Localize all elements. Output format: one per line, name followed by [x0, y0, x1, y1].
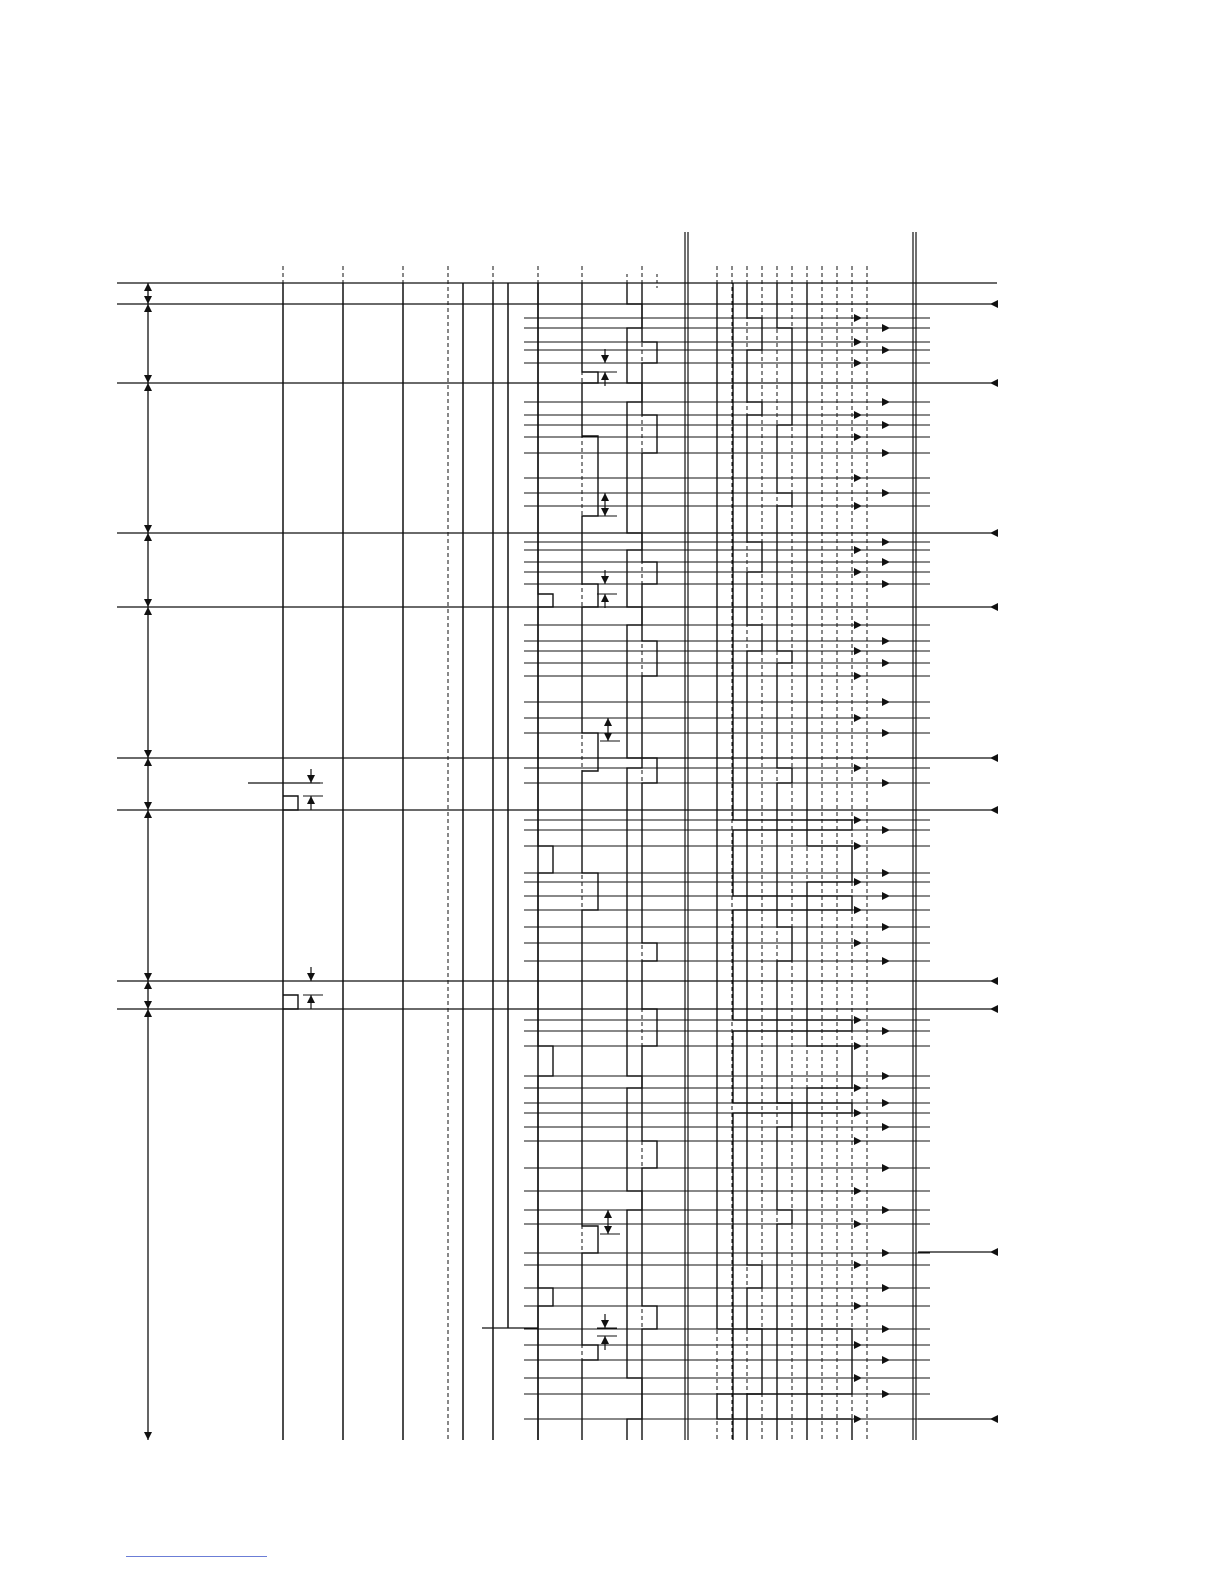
span-arrow-down: [144, 375, 152, 383]
row-arrow-head: [854, 474, 862, 482]
marker-arrow-down: [601, 576, 609, 584]
row-arrow-head: [882, 1325, 890, 1333]
waveform-f: [777, 283, 792, 1440]
row-arrow-head: [854, 906, 862, 914]
span-arrow-down: [144, 525, 152, 533]
row-arrow-head: [854, 1042, 862, 1050]
event-rows: [117, 283, 998, 1423]
row-arrow-head: [882, 1249, 890, 1257]
marker-arrow-down: [604, 733, 612, 741]
span-arrow-down: [144, 973, 152, 981]
frame-lines: [685, 232, 916, 1440]
row-arrow-head: [882, 324, 890, 332]
signal-columns: [283, 266, 867, 1440]
marker-arrow-up: [307, 796, 315, 804]
row-arrow-head: [882, 1164, 890, 1172]
waveform-e: [747, 283, 762, 1440]
row-arrow-head: [990, 379, 998, 387]
marker-arrow-up: [307, 995, 315, 1003]
marker-arrow-down: [307, 973, 315, 981]
marker-arrow-down: [601, 1320, 609, 1328]
row-arrow-head: [854, 1084, 862, 1092]
row-arrow-head: [882, 580, 890, 588]
marker-arrow-up: [601, 594, 609, 602]
row-arrow-head: [854, 1137, 862, 1145]
row-arrow-head: [854, 672, 862, 680]
row-arrow-head: [854, 433, 862, 441]
row-arrow-head: [882, 1390, 890, 1398]
span-arrow-down: [144, 1001, 152, 1009]
span-arrow-up: [144, 810, 152, 818]
span-arrow-down: [144, 1432, 152, 1440]
marker-arrow-down: [601, 508, 609, 516]
row-arrow-head: [854, 764, 862, 772]
row-arrow-head: [990, 1005, 998, 1013]
row-arrow-head: [882, 698, 890, 706]
span-arrow-down: [144, 750, 152, 758]
row-arrow-head: [854, 314, 862, 322]
row-arrow-head: [990, 603, 998, 611]
span-arrow-up: [144, 383, 152, 391]
row-arrow-head: [854, 568, 862, 576]
row-arrow-head: [882, 398, 890, 406]
span-arrow-up: [144, 533, 152, 541]
marker-arrow-up: [601, 493, 609, 501]
row-arrow-head: [990, 977, 998, 985]
row-arrow-head: [882, 1027, 890, 1035]
marker-arrow-down: [307, 775, 315, 783]
row-arrow-head: [882, 1123, 890, 1131]
row-arrow-head: [882, 346, 890, 354]
marker-arrow-down: [604, 1226, 612, 1234]
row-arrow-head: [854, 647, 862, 655]
row-arrow-head: [854, 842, 862, 850]
row-arrow-head: [990, 806, 998, 814]
footer-rule: [126, 1556, 267, 1557]
row-arrow-head: [882, 826, 890, 834]
span-arrow-down: [144, 599, 152, 607]
span-arrow-up: [144, 304, 152, 312]
marker-arrow-up: [601, 372, 609, 380]
notch-pulse: [283, 995, 298, 1009]
span-arrow-up: [144, 283, 152, 291]
row-arrow-head: [854, 502, 862, 510]
waveform-i: [717, 283, 852, 1440]
waveform-a: [627, 283, 642, 1440]
row-arrow-head: [882, 637, 890, 645]
row-arrow-head: [854, 1261, 862, 1269]
row-arrow-head: [882, 892, 890, 900]
row-arrow-head: [882, 421, 890, 429]
row-arrow-head: [882, 1099, 890, 1107]
row-arrow-head: [990, 754, 998, 762]
row-arrow-head: [882, 1206, 890, 1214]
row-arrow-head: [854, 546, 862, 554]
row-arrow-head: [854, 1341, 862, 1349]
row-arrow-head: [854, 359, 862, 367]
row-arrow-head: [882, 729, 890, 737]
row-arrow-head: [854, 714, 862, 722]
row-arrow-head: [882, 1072, 890, 1080]
row-arrow-head: [882, 923, 890, 931]
row-arrow-head: [990, 300, 998, 308]
row-arrow-head: [854, 411, 862, 419]
span-arrow-down: [144, 802, 152, 810]
row-arrow-head: [882, 1356, 890, 1364]
row-arrow-head: [854, 939, 862, 947]
row-arrow-head: [854, 1415, 862, 1423]
row-arrow-head: [854, 878, 862, 886]
span-arrow-up: [144, 981, 152, 989]
row-arrow-head: [990, 1415, 998, 1423]
row-arrow-head: [882, 558, 890, 566]
row-arrow-head: [854, 1302, 862, 1310]
waveform-h: [807, 283, 852, 1440]
span-arrow-up: [144, 1009, 152, 1017]
waveform-c: [582, 283, 598, 1440]
row-arrow-head: [882, 659, 890, 667]
row-arrow-head: [882, 538, 890, 546]
marker-arrow-up: [604, 1210, 612, 1218]
row-arrow-head: [854, 621, 862, 629]
row-arrow-head: [882, 869, 890, 877]
row-arrow-head: [990, 529, 998, 537]
row-arrow-head: [854, 1109, 862, 1117]
waveform-b: [642, 283, 657, 1440]
row-arrow-head: [882, 449, 890, 457]
timing-markers: [144, 283, 620, 1440]
waveform-d: [538, 283, 553, 1440]
span-arrow-up: [144, 607, 152, 615]
marker-arrow-down: [601, 355, 609, 363]
row-arrow-head: [882, 1284, 890, 1292]
row-arrow-head: [854, 1374, 862, 1382]
row-arrow-head: [882, 489, 890, 497]
row-arrow-head: [990, 1248, 998, 1256]
row-arrow-head: [854, 338, 862, 346]
notch-pulse: [283, 796, 298, 810]
span-arrow-up: [144, 758, 152, 766]
row-arrow-head: [854, 1220, 862, 1228]
row-arrow-head: [882, 779, 890, 787]
row-arrow-head: [854, 1187, 862, 1195]
row-arrow-head: [854, 1016, 862, 1024]
stepped-waveforms: [283, 283, 852, 1440]
span-arrow-down: [144, 296, 152, 304]
marker-arrow-up: [601, 1336, 609, 1344]
row-arrow-head: [854, 816, 862, 824]
marker-arrow-up: [604, 718, 612, 726]
row-arrow-head: [882, 957, 890, 965]
